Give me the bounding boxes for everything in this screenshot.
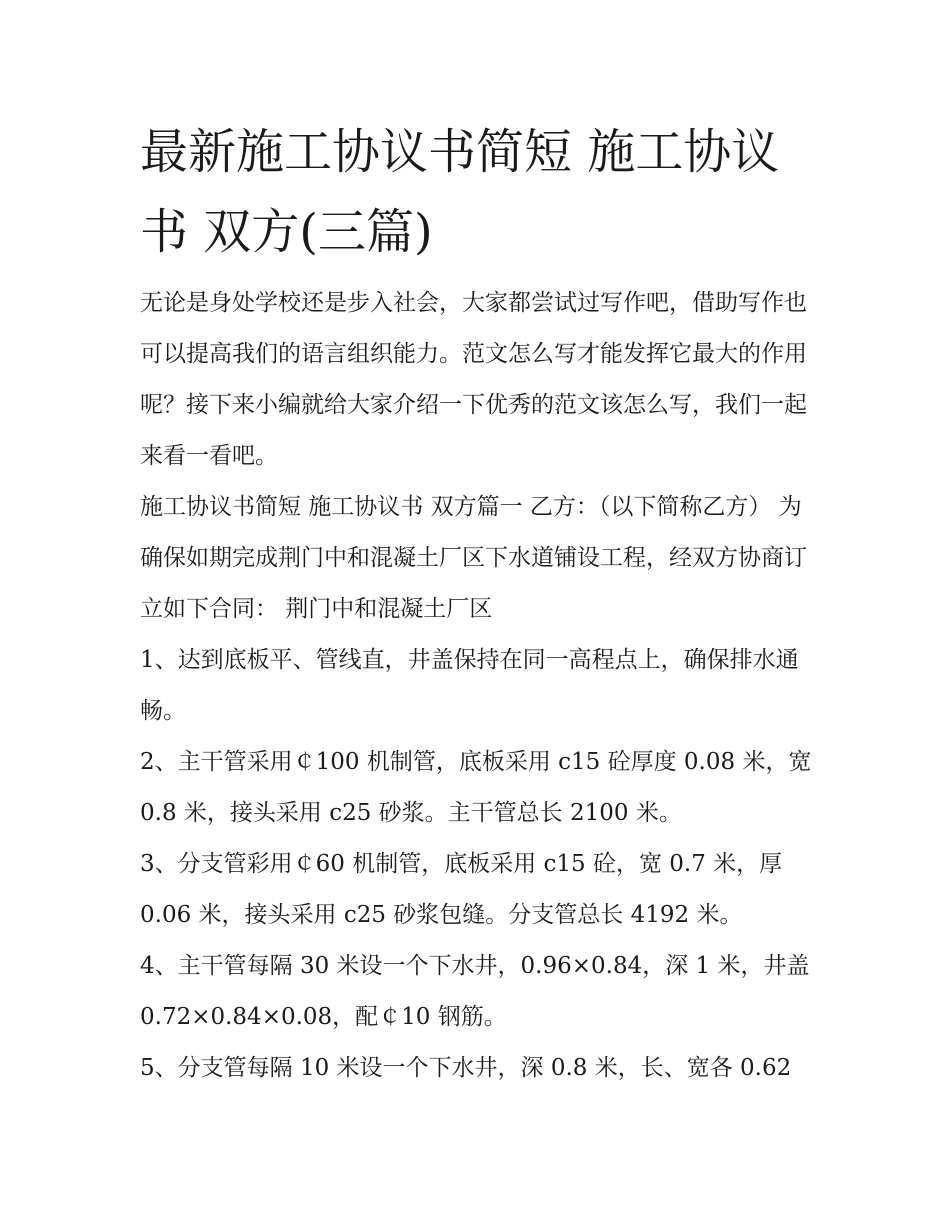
intro-paragraph: 无论是身处学校还是步入社会，大家都尝试过写作吧，借助写作也可以提高我们的语言组织能力。范文怎么写才能发挥它最大的作用呢？接下来小编就给大家介绍一下优秀的范文该怎么写，我们一起来看一看吧。 [140, 290, 807, 469]
clause-5: 5、分支管每隔 10 米设一个下水井，深 0.8 米，长、宽各 0.62 [140, 1055, 792, 1081]
clause-1: 1、达到底板平、管线直，井盖保持在同一高程点上，确保排水通畅。 [140, 647, 799, 724]
clause-2: 2、主干管采用￠100 机制管，底板采用 c15 砼厚度 0.08 米，宽 0.8 米，接头采用 c25 砂浆。主干管总长 2100 米。 [140, 749, 812, 826]
document-title: 最新施工协议书简短 施工协议书 双方(三篇) [140, 124, 780, 260]
clause-3: 3、分支管彩用￠60 机制管，底板采用 c15 砼，宽 0.7 米，厚 0.06 米，接头采用 c25 砂浆包缝。分支管总长 4192 米。 [140, 851, 783, 928]
section-one-paragraph: 施工协议书简短 施工协议书 双方篇一 乙方：（以下简称乙方） 为确保如期完成荆门中和混凝土厂区下水道铺设工程，经双方协商订立如下合同： 荆门中和混凝土厂区 [140, 494, 807, 622]
document-page [140, 112, 812, 1094]
clause-4: 4、主干管每隔 30 米设一个下水井，0.96×0.84，深 1 米，井盖 0.72×0.84×0.08，配￠10 钢筋。 [140, 953, 810, 1030]
